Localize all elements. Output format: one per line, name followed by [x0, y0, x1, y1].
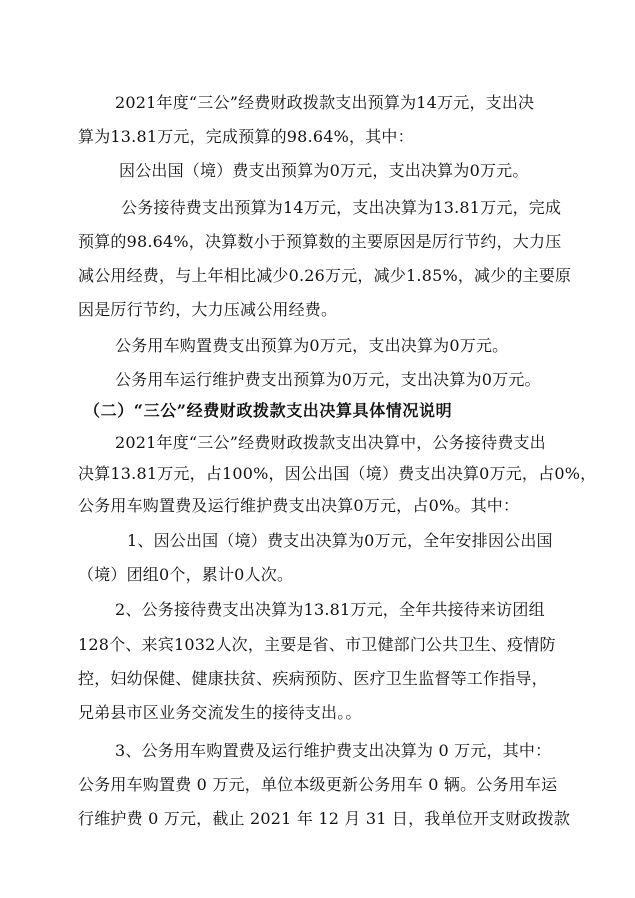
paragraph-line: 控，妇幼保健、健康扶贫、疾病预防、医疗卫生监督等工作指导，: [78, 669, 548, 688]
paragraph-line: 公务用车运行维护费支出预算为0万元，支出决算为0万元。: [115, 370, 541, 389]
paragraph-line: 兄弟县市区业务交流发生的接待支出。。: [78, 703, 362, 722]
paragraph-line: 因是厉行节约，大力压减公用经费。: [78, 300, 338, 319]
section-heading: （二）“三公”经费财政拨款支出决算具体情况说明: [84, 401, 453, 420]
paragraph-line: 128个、来宾1032人次，主要是省、市卫健部门公共卫生、疫情防: [78, 635, 556, 654]
paragraph-line: 公务用车购置费支出预算为0万元，支出决算为0万元。: [115, 336, 509, 355]
paragraph-line: 行维护费 0 万元，截止 2021 年 12 月 31 日，我单位开支财政拨款: [78, 809, 571, 828]
paragraph-line: 公务用车购置费及运行维护费支出决算0万元，占0%。其中：: [78, 496, 520, 515]
paragraph-line: 预算的98.64%，决算数小于预算数的主要原因是厉行节约，大力压: [78, 232, 562, 251]
paragraph-line: 决算13.81万元，占100%，因公出国（境）费支出决算0万元，占0%，: [78, 464, 597, 483]
paragraph-line: 算为13.81万元，完成预算的98.64%，其中：: [78, 127, 414, 146]
paragraph-line: 2021年度“三公”经费财政拨款支出决算中，公务接待费支出: [115, 433, 546, 452]
paragraph-line: 因公出国（境）费支出预算为0万元，支出决算为0万元。: [119, 161, 529, 180]
paragraph-line: 公务接待费支出预算为14万元，支出决算为13.81万元，完成: [121, 198, 562, 217]
paragraph-line: 减公用经费，与上年相比减少0.26万元，减少1.85%，减少的主要原: [78, 266, 572, 285]
paragraph-line: 3、公务用车购置费及运行维护费支出决算为 0 万元，其中：: [115, 741, 552, 760]
paragraph-line: 1、因公出国（境）费支出决算为0万元，全年安排因公出国: [127, 531, 553, 550]
paragraph-line: 2、公务接待费支出决算为13.81万元，全年共接待来访团组: [115, 600, 545, 619]
paragraph-line: 2021年度“三公”经费财政拨款支出预算为14万元，支出决: [115, 93, 535, 112]
paragraph-line: （境）团组0个，累计0人次。: [78, 565, 294, 584]
paragraph-line: 公务用车购置费 0 万元，单位本级更新公务用车 0 辆。公务用车运: [78, 775, 558, 794]
